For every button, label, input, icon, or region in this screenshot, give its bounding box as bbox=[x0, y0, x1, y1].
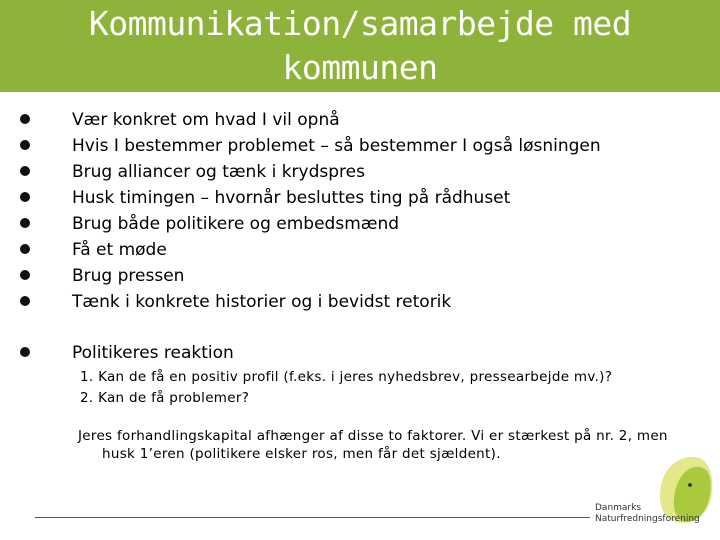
title-line-1: Kommunikation/samarbejde med bbox=[88, 4, 632, 43]
reaction-item-2: 2. Kan de få problemer? bbox=[80, 390, 250, 406]
bullet-dot-icon bbox=[20, 192, 30, 202]
bullet-dot-icon bbox=[20, 244, 30, 254]
bullet-dot-icon bbox=[20, 270, 30, 280]
bullet-text: Brug pressen bbox=[72, 266, 185, 286]
logo-line-1: Danmarks bbox=[595, 503, 642, 513]
bullet-list bbox=[20, 107, 700, 315]
bullet-text: Brug både politikere og embedsmænd bbox=[72, 214, 400, 234]
note-line-1: Jeres forhandlingskapital afhænger af disse to faktorer. Vi er stærkest på nr. 2, men bbox=[78, 428, 668, 444]
bullet-item bbox=[20, 289, 700, 315]
bullet-text: Brug alliancer og tænk i krydspres bbox=[72, 162, 365, 182]
bullet-dot-icon bbox=[20, 114, 30, 124]
bullet-dot-icon bbox=[20, 166, 30, 176]
reaction-item-1: 1. Kan de få en positiv profil (f.eks. i jeres nyhedsbrev, pressearbejde mv.)? bbox=[80, 369, 613, 385]
bullet-item bbox=[20, 107, 700, 133]
bullet-item bbox=[20, 211, 700, 237]
page-title bbox=[0, 2, 720, 90]
logo-line-2: Naturfredningsforening bbox=[595, 514, 700, 524]
bullet-text: Hvis I bestemmer problemet – så bestemmer I også løsningen bbox=[72, 136, 601, 156]
reaction-heading: Politikeres reaktion bbox=[72, 343, 234, 363]
bullet-item bbox=[20, 237, 700, 263]
bullet-item bbox=[20, 263, 700, 289]
bullet-dot-icon bbox=[20, 347, 30, 357]
logo-text bbox=[595, 503, 700, 525]
bullet-item bbox=[20, 185, 700, 211]
bullet-text: Vær konkret om hvad I vil opnå bbox=[72, 110, 340, 130]
bullet-text: Tænk i konkrete historier og i bevidst retorik bbox=[72, 292, 452, 312]
bullet-item bbox=[20, 159, 700, 185]
bullet-item bbox=[20, 133, 700, 159]
bullet-text: Husk timingen – hvornår besluttes ting på rådhuset bbox=[72, 188, 511, 208]
bullet-dot-icon bbox=[20, 218, 30, 228]
bullet-dot-icon bbox=[20, 140, 30, 150]
bullet-text: Få et møde bbox=[72, 240, 167, 260]
note-line-2: husk 1’eren (politikere elsker ros, men får det sjældent). bbox=[102, 446, 501, 462]
bullet-dot-icon bbox=[20, 296, 30, 306]
bottom-divider bbox=[35, 517, 590, 518]
title-line-2: kommunen bbox=[282, 48, 438, 87]
reaction-bullet bbox=[20, 341, 234, 365]
